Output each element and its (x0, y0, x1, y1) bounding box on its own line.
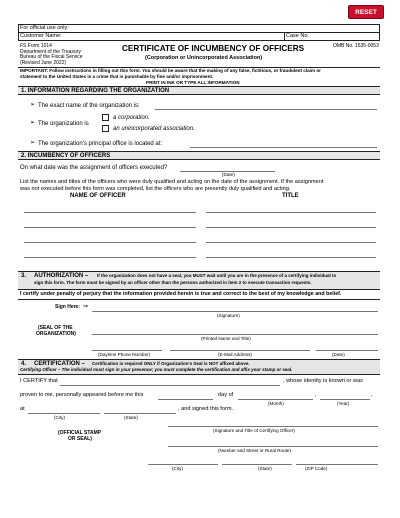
section-3-heading-rest: If the organization does not have a seal, you MUST wait until you are in the presence of a certifying individual to (97, 272, 337, 278)
bullet-icon: ➢ (30, 120, 36, 126)
signature-field[interactable] (92, 311, 378, 312)
certifying-signature-field[interactable] (168, 426, 378, 427)
corporation-checkbox[interactable] (102, 114, 109, 121)
officer-name-field-2[interactable] (24, 227, 196, 228)
signed-label: , and signed this form. (178, 406, 234, 412)
month-caption: (Month) (268, 401, 284, 406)
date-field[interactable] (316, 350, 378, 351)
proven-label: proven to me, personally appeared before me this (20, 392, 144, 398)
form-id-4: (Revised June 2022) (20, 59, 67, 66)
page-subtitle: (Corporation or Unincorporated Association) (145, 55, 263, 61)
email-caption: (E-Mail Address) (218, 352, 252, 357)
comma-label: , (315, 392, 317, 398)
printed-name-field[interactable] (92, 334, 378, 335)
certify-that-label: I CERTIFY that (20, 378, 58, 384)
important-line-1: IMPORTANT: Follow instructions in filling out this form. You should be aware that the making of any false, fictitious, or fraudulent claim or (20, 68, 321, 73)
at-label: at (20, 406, 25, 412)
exact-name-label: The exact name of the organization is: (38, 102, 140, 109)
org-is-label: The organization is (38, 120, 89, 127)
case-no-label: Case No. (286, 33, 309, 39)
officer-title-field-4[interactable] (206, 257, 376, 258)
date-caption: (Date) (332, 352, 345, 357)
official-use-label: For official use only: (20, 24, 69, 31)
important-line-3: PRINT IN INK OR TYPE ALL INFORMATION (146, 79, 240, 85)
unincorporated-checkbox[interactable] (102, 125, 109, 132)
unincorporated-option-label: an unincorporated association. (113, 125, 195, 132)
state-field[interactable] (104, 413, 176, 414)
customer-name-field[interactable] (60, 33, 280, 40)
section-1-heading: 1. INFORMATION REGARDING THE ORGANIZATION (21, 87, 170, 94)
certifier-city-field[interactable] (148, 464, 218, 465)
assignment-date-label: On what date was the assignment of officers executed? (20, 165, 168, 171)
year-caption: (Year) (337, 401, 350, 406)
customer-name-label: Customer Name: (20, 33, 62, 39)
certifying-signature-caption: (Signature and Title of Certifying Officer) (213, 428, 295, 433)
reset-button[interactable]: RESET (348, 5, 384, 19)
list-instructions-2: was not executed before this form was completed, list the officers who are presently duly qualified and acting. (20, 185, 291, 192)
daytime-phone-caption: (Daytime Phone Number) (98, 352, 151, 357)
year-field[interactable] (320, 399, 370, 400)
col-title: TITLE (282, 193, 299, 199)
officer-name-field-4[interactable] (24, 257, 196, 258)
arrow-right-icon: ⇒ (83, 304, 89, 310)
zip-field[interactable] (296, 464, 378, 465)
corporation-option-label: a corporation. (113, 114, 150, 121)
person-name-field[interactable] (60, 385, 280, 386)
section-3-number: 3. (21, 273, 27, 279)
street-caption: (Number and Street or Rural Route) (218, 448, 292, 453)
state-caption: (State) (124, 415, 138, 420)
page-title: CERTIFICATE OF INCUMBENCY OF OFFICERS (122, 44, 305, 53)
official-stamp-label-1: (OFFICIAL STAMP (58, 430, 102, 436)
assignment-date-caption: (Date) (222, 172, 235, 177)
omb-number: OMB No. 1535-0053 (333, 43, 379, 49)
day-of-label: day of (218, 392, 234, 398)
daytime-phone-field[interactable] (92, 350, 162, 351)
principal-office-field[interactable] (190, 147, 377, 148)
officer-name-field-1[interactable] (24, 212, 196, 213)
section-4-heading: CERTIFICATION – (34, 361, 85, 367)
comma-label: , (371, 392, 373, 398)
officer-title-field-2[interactable] (206, 227, 376, 228)
section-4-heading-rest: Certification is required ONLY if Organization's Seal is NOT affixed above. (92, 360, 250, 366)
bullet-icon: ➢ (30, 102, 36, 108)
section-3-heading: AUTHORIZATION – (34, 273, 89, 279)
city-field[interactable] (28, 413, 100, 414)
identity-label: , whose identity is known or was (283, 378, 363, 384)
certifier-state-caption: (State) (258, 466, 272, 471)
zip-caption: (ZIP Code) (305, 466, 328, 471)
seal-label-1: (SEAL OF THE (38, 325, 73, 331)
day-field[interactable] (158, 399, 213, 400)
col-officer-name: NAME OF OFFICER (70, 193, 126, 199)
form-id-2: Department of the Treasury (20, 48, 81, 55)
section-3-line-2: sign this form. The form must be signed by an officer other than the persons authorized in item 2 to execute transaction requests. (34, 279, 312, 285)
officer-name-field-3[interactable] (24, 242, 196, 243)
month-field[interactable] (238, 399, 313, 400)
certify-statement: I certify under penalty of perjury that the information provided herein is true and correct to the best of my knowledge and belief. (20, 291, 342, 297)
certifier-city-caption: (City) (172, 466, 183, 471)
sign-here-label: Sign Here: (55, 304, 81, 310)
street-field[interactable] (168, 446, 378, 447)
case-no-field[interactable] (305, 33, 379, 40)
form-id-3: Bureau of the Fiscal Service (20, 54, 83, 60)
signature-caption: (Signature) (217, 313, 240, 318)
bullet-icon: ➢ (30, 140, 36, 146)
section-4-number: 4. (21, 361, 27, 367)
list-instructions-1: List the names and titles of the officers who were duly qualified and acting on the date of the assignment. If the assignment (20, 179, 324, 185)
form-id-1: FS Form 1014 (20, 43, 52, 49)
seal-label-2: ORGANIZATION) (36, 331, 76, 337)
certifier-state-field[interactable] (222, 464, 292, 465)
official-stamp-label-2: OR SEAL) (68, 436, 92, 442)
email-field[interactable] (170, 350, 310, 351)
section-4-subheading: Certifying Officer – The individual must sign in your presence; you must complete the certification and affix your stamp or seal. (20, 367, 293, 372)
exact-name-field[interactable] (155, 109, 377, 110)
city-caption: (City) (54, 415, 65, 420)
printed-name-caption: (Printed Name and Title) (201, 336, 251, 341)
officer-title-field-1[interactable] (206, 212, 376, 213)
important-line-2: statement to the United States is a crime that is punishable by fine and/or imprisonment. (20, 73, 214, 79)
section-2-heading: 2. INCUMBENCY OF OFFICERS (21, 152, 111, 159)
principal-office-label: The organization's principal office is located at: (38, 140, 163, 147)
officer-title-field-3[interactable] (206, 242, 376, 243)
